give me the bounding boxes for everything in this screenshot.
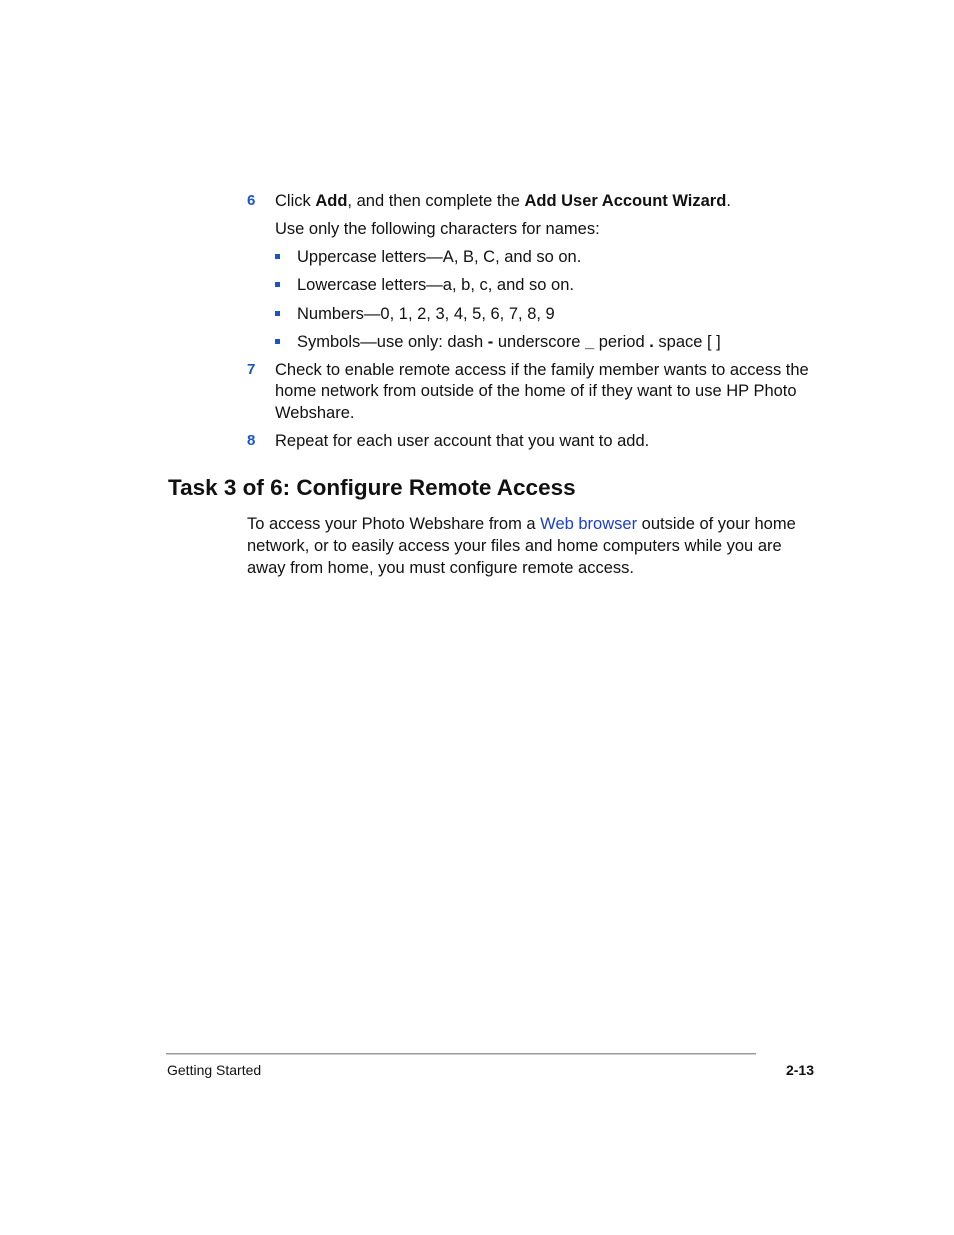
step-6-text — [275, 190, 731, 212]
step-6-sub-intro: Use only the following characters for names: — [275, 220, 600, 238]
step-6-text-part1: Click — [275, 192, 316, 210]
step-6-text-part2: , and then complete the — [347, 192, 525, 210]
wizard-label: Add User Account Wizard — [524, 192, 727, 210]
bullet-item-uppercase — [275, 246, 775, 268]
footer-rule — [166, 1053, 756, 1055]
bullet-square-icon — [275, 339, 280, 344]
step-8-text: Repeat for each user account that you want to add. — [275, 432, 650, 450]
bullet-item-symbols — [275, 331, 795, 353]
bullet-text: Lowercase letters—a, b, c, and so on. — [297, 276, 574, 294]
bullet-text — [297, 331, 721, 353]
bullet-text: Uppercase letters—A, B, C, and so on. — [297, 248, 582, 266]
underscore-symbol: _ — [584, 333, 595, 351]
bullet-square-icon — [275, 311, 280, 316]
web-browser-link[interactable]: Web browser — [540, 515, 638, 533]
step-6-number: 6 — [247, 192, 256, 209]
step-7-line-3: Webshare. — [275, 404, 355, 422]
step-7-number: 7 — [247, 361, 256, 378]
bullet-item-numbers — [275, 303, 775, 325]
add-label: Add — [315, 192, 348, 210]
bullet-item-lowercase — [275, 274, 775, 296]
dash-symbol: - — [487, 333, 494, 351]
bullet-square-icon — [275, 254, 280, 259]
step-6-text-part3: . — [726, 192, 731, 210]
paragraph-text-before-link: To access your Photo Webshare from a — [247, 515, 541, 533]
step-7-line-2: home network from outside of the home of if they want to use HP Photo — [275, 382, 797, 400]
period-symbol: . — [649, 333, 654, 351]
section-paragraph-line-3: away from home, you must configure remote access. — [247, 559, 634, 577]
symbols-text-part2: underscore — [493, 333, 585, 351]
bullet-text: Numbers—0, 1, 2, 3, 4, 5, 6, 7, 8, 9 — [297, 305, 555, 323]
paragraph-text-after-link: outside of your home — [637, 515, 796, 533]
section-paragraph-line-2: network, or to easily access your files and home computers while you are — [247, 537, 782, 555]
footer-chapter-title: Getting Started — [167, 1062, 262, 1078]
bullet-square-icon — [275, 282, 280, 287]
step-8-number: 8 — [247, 432, 256, 449]
symbols-text-part1: Symbols—use only: dash — [297, 333, 488, 351]
section-paragraph-line-1 — [247, 513, 796, 535]
symbols-text-part3: period — [594, 333, 650, 351]
symbols-text-part4: space [ ] — [653, 333, 721, 351]
step-7-line-1: Check to enable remote access if the family member wants to access the — [275, 361, 809, 379]
section-heading: Task 3 of 6: Configure Remote Access — [168, 475, 576, 500]
footer-page-number: 2-13 — [785, 1062, 814, 1078]
